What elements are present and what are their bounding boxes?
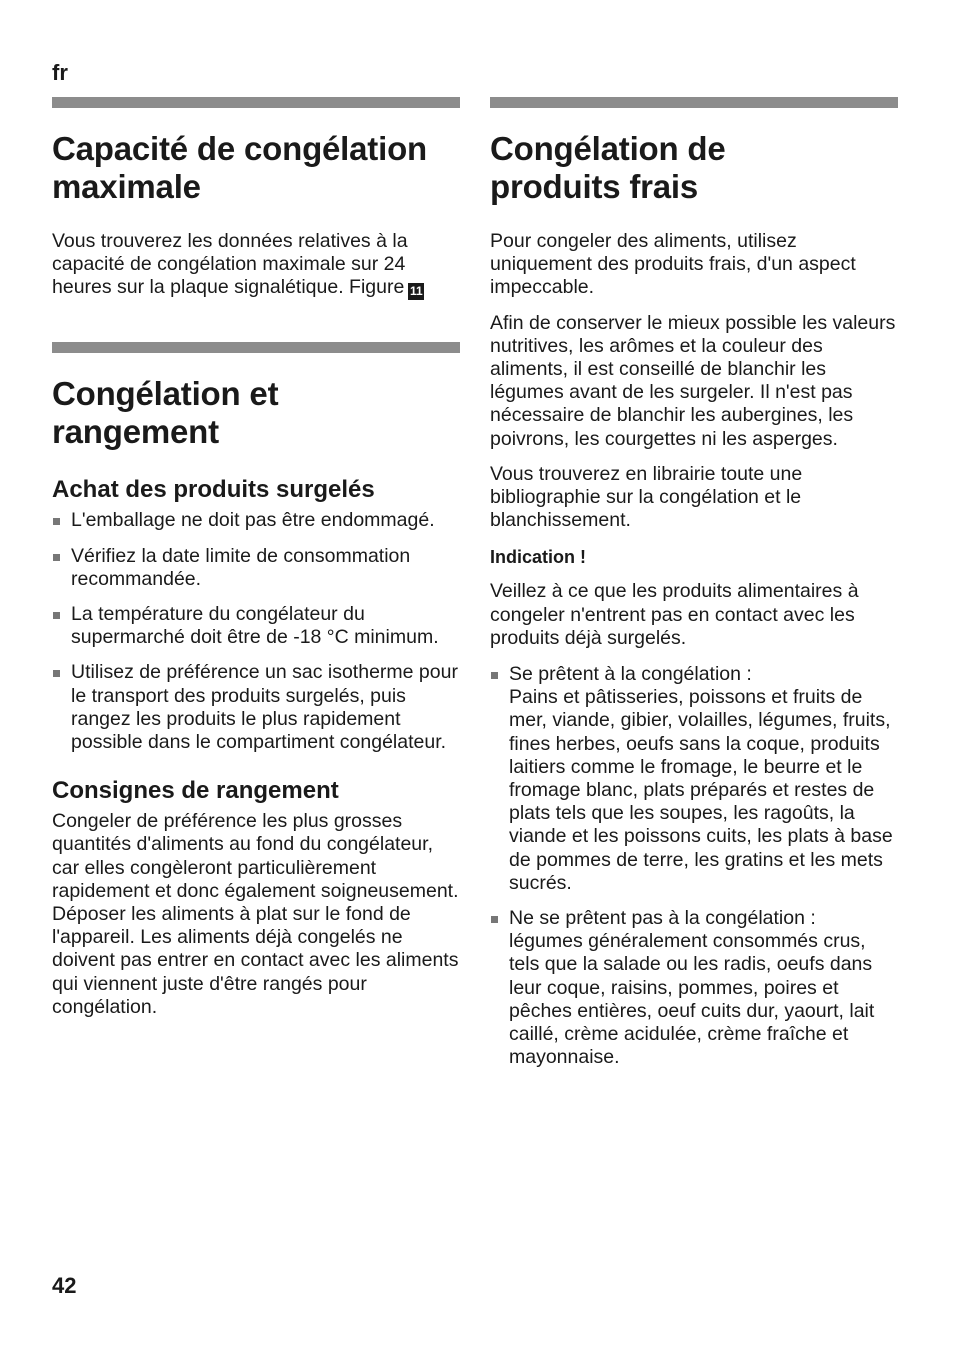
- bullet-square-icon: [491, 672, 498, 679]
- list-item: [52, 509, 460, 532]
- fresh-paragraph-2: Afin de conserver le mieux possible les valeurs nutritives, les arômes et la couleur des aliments, il est conseillé de blanchir les légumes avant de les surgeler. Il n'est pas nécessaire de blanchir les aubergines, les poivrons, les courgettes ni les asperges.: [490, 311, 896, 450]
- list-item: [490, 663, 898, 895]
- list-item: [52, 661, 460, 754]
- section-divider: [52, 97, 460, 108]
- list-item: [52, 545, 460, 591]
- list-item-text: L'emballage ne doit pas être endommagé.: [71, 509, 435, 532]
- right-column: [490, 97, 898, 1070]
- list-item-text: Utilisez de préférence un sac isotherme pour le transport des produits surgelés, puis rangez les produits le plus rapidement possible dans le compartiment congélateur.: [71, 661, 458, 754]
- figure-reference-badge: 11: [409, 284, 423, 299]
- bullet-square-icon: [491, 916, 498, 923]
- max-capacity-paragraph: [52, 230, 460, 300]
- list-item: [52, 603, 460, 649]
- note-paragraph: Veillez à ce que les produits alimentaires à congeler n'entrent pas en contact avec les produits déjà surgelés.: [490, 580, 859, 649]
- list-item-text: La température du congélateur du supermarché doit être de -18 °C minimum.: [71, 603, 439, 649]
- section-title-max-capacity: Capacité de congélation maximale: [52, 130, 427, 205]
- left-column: [52, 97, 460, 1019]
- subsection-title-storage: Consignes de rangement: [52, 777, 339, 805]
- subsection-title-purchase: Achat des produits surgelés: [52, 476, 375, 504]
- purchase-list: [52, 509, 460, 754]
- list-item-label: Se prêtent à la congélation :: [509, 663, 752, 686]
- bullet-square-icon: [53, 518, 60, 525]
- section-title-fresh-produce: Congélation de produits frais: [490, 130, 726, 205]
- list-item-text: Pains et pâtisseries, poissons et fruits de mer, viande, gibier, volailles, légumes, fruits, fines herbes, oeufs sans la coque, produits laitiers comme le fromage, le beurre et le fromage blanc, plats préparés et restes de plats tels que les soupes, les ragoûts, la viande et les poissons cuits, les plats à base de pommes de terre, les gratins et les mets sucrés.: [509, 686, 893, 894]
- note-title: Indication !: [490, 547, 586, 568]
- storage-paragraph: Congeler de préférence les plus grosses quantités d'aliments au fond du congélateur, car elles congèleront particulièrement rapidement et donc également soigneusement. Déposer les aliments à plat sur le fond de l'appareil. Les aliments déjà congelés ne doivent pas entrer en contact avec les aliments qui viennent juste d'être rangés pour congélation.: [52, 810, 459, 1018]
- max-capacity-text: Vous trouverez les données relatives à la capacité de congélation maximale sur 24 heures sur la plaque signalétique. Figure: [52, 230, 408, 299]
- list-item-label: Ne se prêtent pas à la congélation :: [509, 907, 816, 930]
- list-item: [490, 907, 898, 1069]
- section-divider: [52, 342, 460, 353]
- list-item-text: Vérifiez la date limite de consommation recommandée.: [71, 544, 411, 590]
- bullet-square-icon: [53, 612, 60, 619]
- freezing-suitability-list: [490, 663, 898, 1069]
- language-label: fr: [52, 60, 68, 85]
- bullet-square-icon: [53, 554, 60, 561]
- fresh-paragraph-3: Vous trouverez en librairie toute une bibliographie sur la congélation et le blanchissement.: [490, 462, 803, 532]
- fresh-paragraph-1: Pour congeler des aliments, utilisez uniquement des produits frais, d'un aspect impeccable.: [490, 230, 856, 299]
- section-divider: [490, 97, 898, 108]
- bullet-square-icon: [53, 670, 60, 677]
- section-title-freezing-storage: Congélation et rangement: [52, 375, 279, 451]
- page-number: 42: [52, 1273, 77, 1298]
- list-item-text: légumes généralement consommés crus, tels que la salade ou les radis, oeufs dans leur coque, raisins, pommes, poires et pêches entières, oeuf cuits dur, yaourt, lait caillé, crème acidulée, crème fraîche et mayonnaise.: [509, 930, 875, 1069]
